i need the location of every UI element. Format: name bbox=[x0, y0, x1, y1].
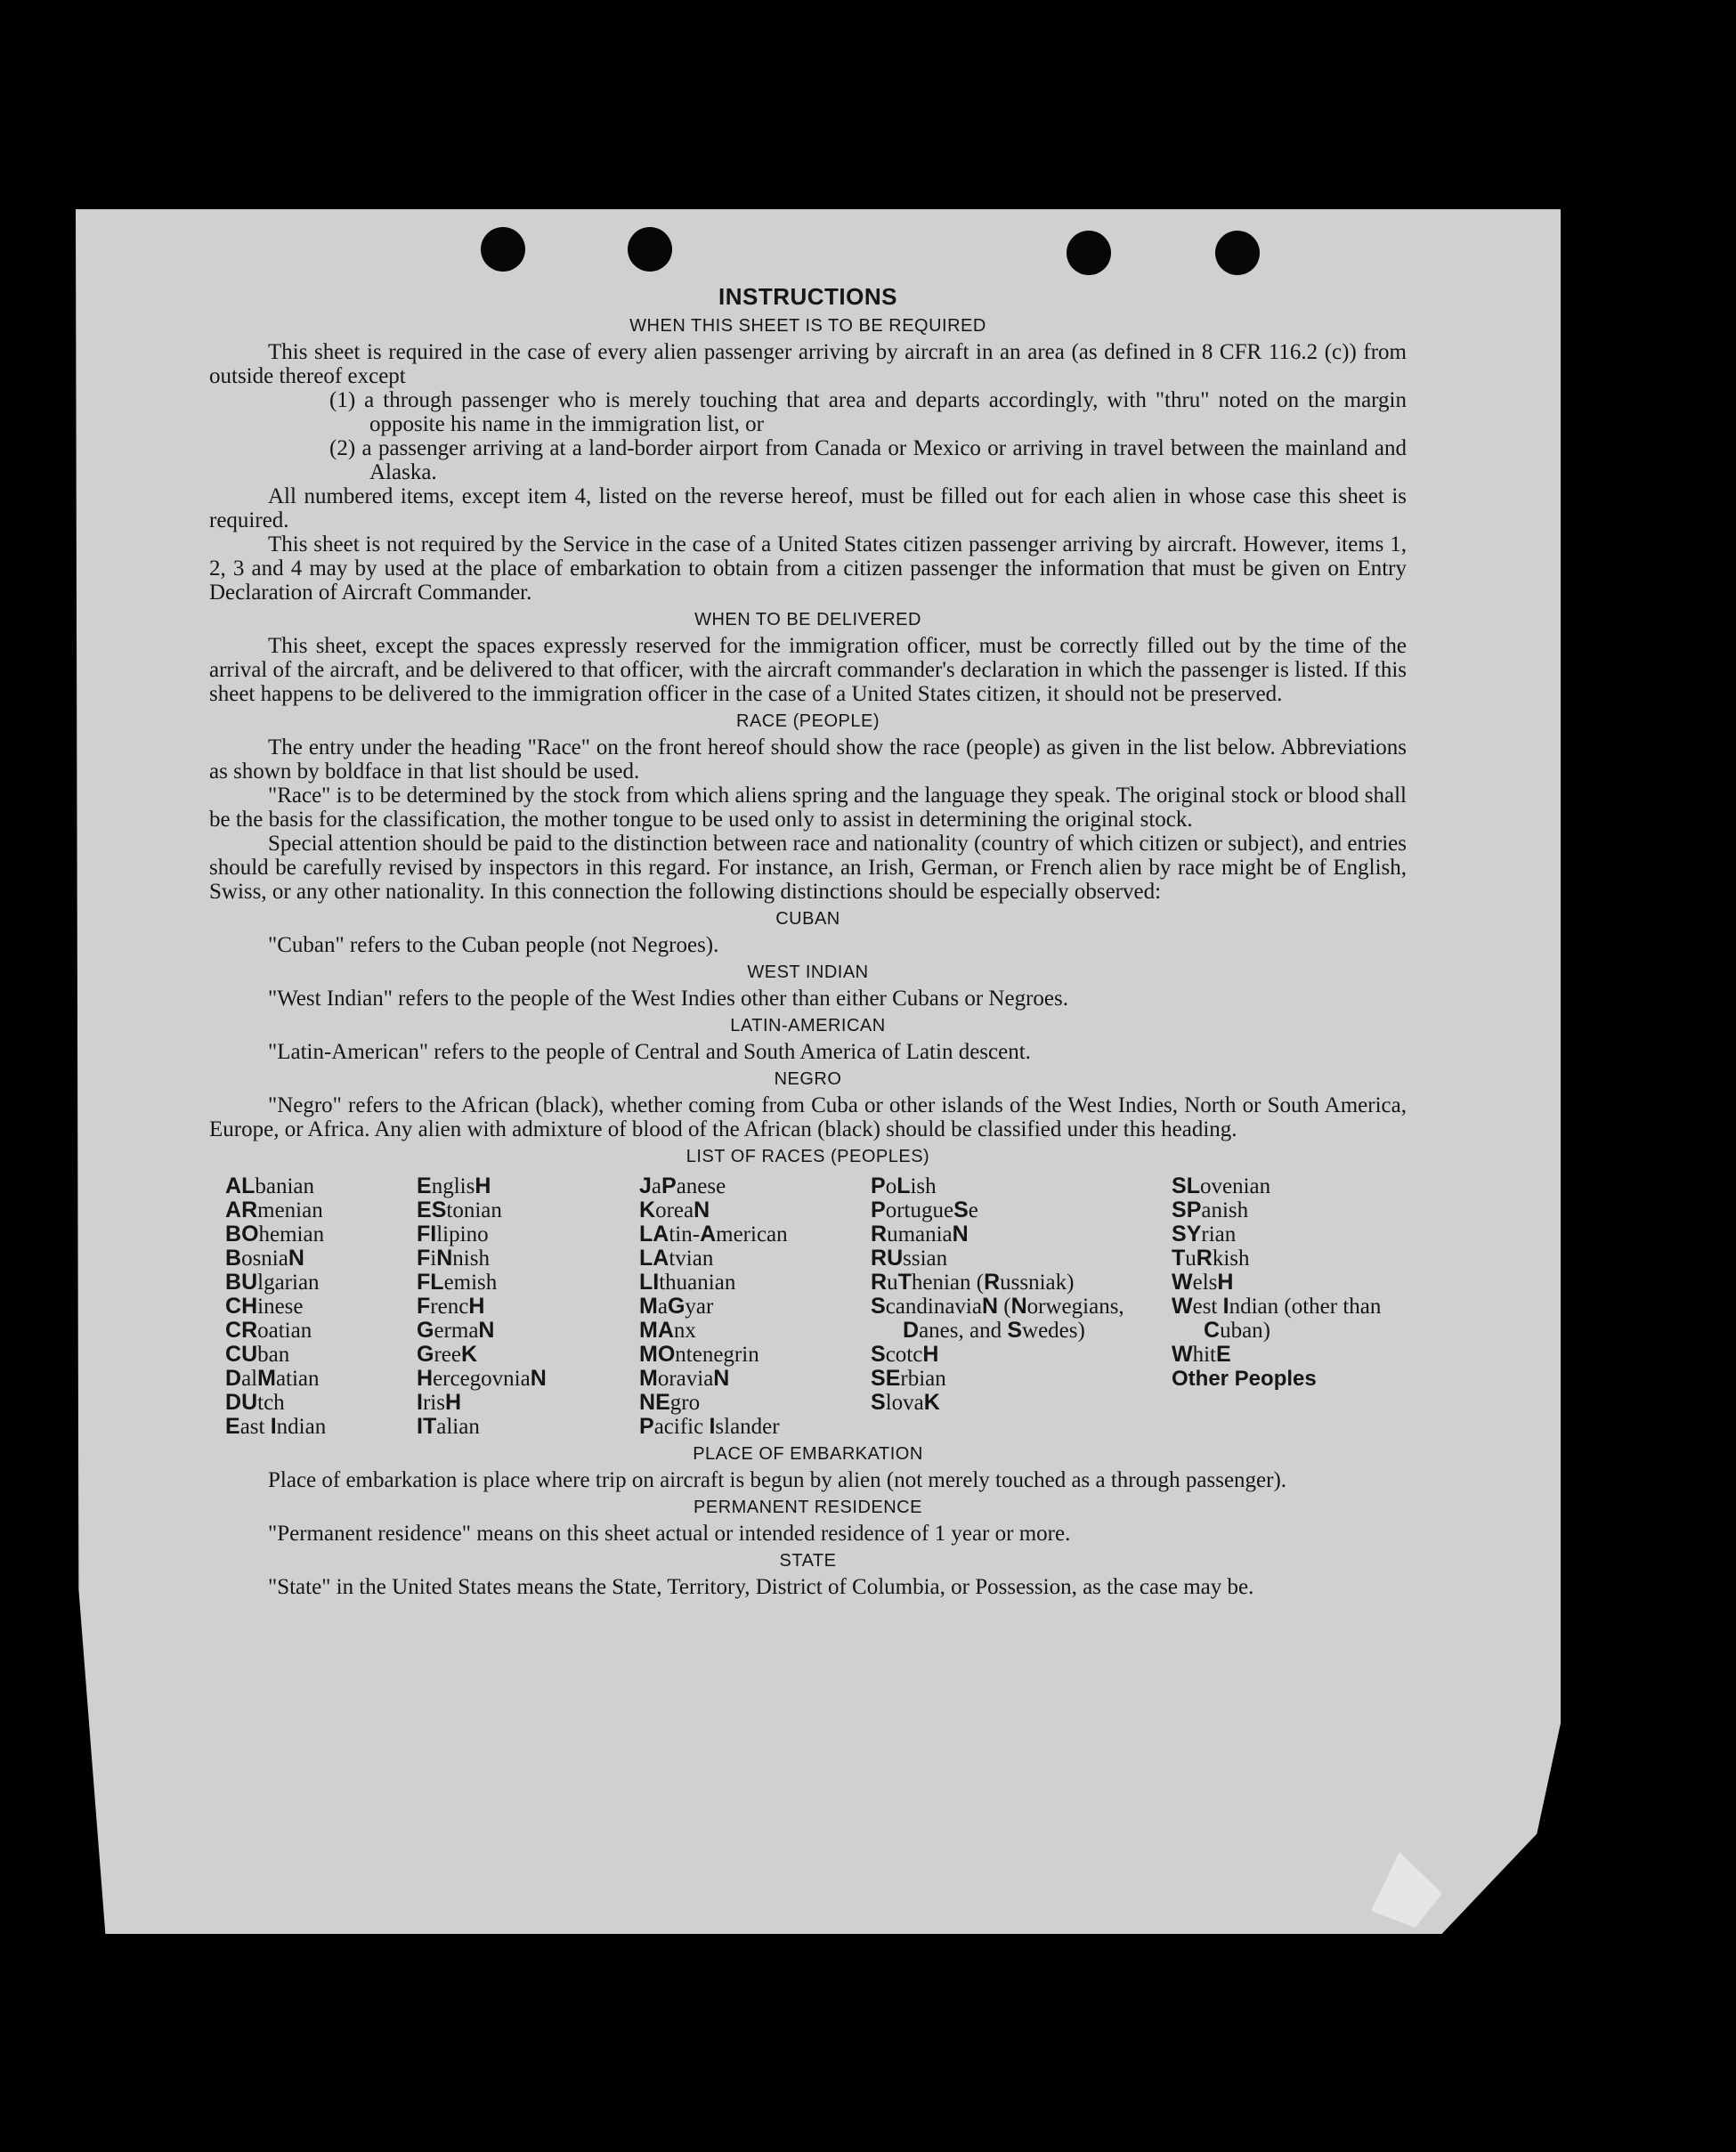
paragraph: This sheet is not required by the Service in the case of a United States citizen passenger arriving by aircraft. However, items 1, 2, 3 and 4 may by used at the place of embarkation to obtain from a citizen passenger the information that must be given on Entry Declaration of Aircraft Commander. bbox=[209, 532, 1407, 605]
race-entry: LIthuanian bbox=[639, 1270, 736, 1295]
race-entry: BosniaN bbox=[225, 1246, 304, 1271]
section-state bbox=[209, 1551, 1407, 1599]
race-entry: SPanish bbox=[1172, 1198, 1249, 1222]
section-heading: CUBAN bbox=[775, 909, 840, 929]
paragraph: "State" in the United States means the State, Territory, District of Columbia, or Possession, as the case may be. bbox=[268, 1575, 1254, 1599]
race-entry: EnglisH bbox=[417, 1173, 491, 1198]
race-entry: WhitE bbox=[1172, 1342, 1231, 1367]
race-entry: DalMatian bbox=[225, 1366, 320, 1391]
paragraph: "Latin-American" refers to the people of Central and South America of Latin descent. bbox=[268, 1040, 1031, 1064]
races-column bbox=[1172, 1174, 1423, 1439]
races-table bbox=[225, 1174, 1407, 1439]
race-entry: Pacific Islander bbox=[639, 1414, 780, 1439]
paragraph: "Negro" refers to the African (black), whether coming from Cuba or other islands of the West Indies, North or South America, Europe, or Africa. Any alien with admixture of blood of the African (black) should be classified under this heading. bbox=[209, 1093, 1407, 1141]
race-entry: FIlipino bbox=[417, 1222, 489, 1247]
race-entry: WelsH bbox=[1172, 1270, 1234, 1295]
race-entry: LAtvian bbox=[639, 1246, 714, 1271]
section-heading: NEGRO bbox=[774, 1069, 842, 1089]
race-entry: ARmenian bbox=[225, 1198, 323, 1222]
paragraph: "Race" is to be determined by the stock from which aliens spring and the language they speak. The original stock or blood shall be the basis for the classification, the mother tongue to be used only to assist in determining the original stock. bbox=[209, 784, 1407, 832]
race-entry: ALbanian bbox=[225, 1173, 314, 1198]
race-entry: MAnx bbox=[639, 1318, 696, 1343]
paragraph: "West Indian" refers to the people of the West Indies other than either Cubans or Negroes. bbox=[268, 987, 1068, 1011]
section-heading: PERMANENT RESIDENCE bbox=[694, 1498, 922, 1517]
races-column bbox=[871, 1174, 1172, 1439]
race-entry: GreeK bbox=[417, 1342, 478, 1367]
section-embarkation bbox=[209, 1444, 1407, 1492]
section-heading: PLACE OF EMBARKATION bbox=[693, 1444, 923, 1464]
section-heading: STATE bbox=[779, 1551, 837, 1571]
section-negro bbox=[209, 1069, 1407, 1141]
race-entry: TuRkish bbox=[1172, 1246, 1250, 1271]
race-entry: ScotcH bbox=[871, 1342, 939, 1367]
race-entry: MaGyar bbox=[639, 1294, 714, 1319]
race-entry: East Indian bbox=[225, 1414, 327, 1439]
race-entry: SErbian bbox=[871, 1366, 946, 1391]
race-entry: EStonian bbox=[417, 1198, 502, 1222]
race-entry: NEgro bbox=[639, 1390, 701, 1415]
race-entry: KoreaN bbox=[639, 1198, 710, 1222]
races-column bbox=[225, 1174, 417, 1439]
race-entry: JaPanese bbox=[639, 1173, 726, 1198]
race-entry: FiNnish bbox=[417, 1246, 490, 1271]
paragraph: All numbered items, except item 4, listed on the reverse hereof, must be filled out for each alien in whose case this sheet is required. bbox=[209, 484, 1407, 532]
section-delivered bbox=[209, 610, 1407, 706]
races-column bbox=[417, 1174, 639, 1439]
race-entry: MOntenegrin bbox=[639, 1342, 759, 1367]
race-entry: IrisH bbox=[417, 1390, 462, 1415]
race-entry: PoLish bbox=[871, 1173, 937, 1198]
race-entry: CRoatian bbox=[225, 1318, 312, 1343]
race-entry: ScandinaviaN (Norwegians, Danes, and Swedes) bbox=[871, 1294, 1124, 1343]
punch-hole bbox=[481, 227, 525, 272]
race-entry: GermaN bbox=[417, 1318, 495, 1343]
instructions-text bbox=[209, 283, 1407, 1599]
race-entry: RumaniaN bbox=[871, 1222, 969, 1247]
race-entry: CUban bbox=[225, 1342, 290, 1367]
paragraph: "Cuban" refers to the Cuban people (not Negroes). bbox=[268, 933, 719, 957]
race-entry: CHinese bbox=[225, 1294, 304, 1319]
exception-list bbox=[329, 388, 1407, 484]
section-required bbox=[209, 316, 1407, 605]
race-entry: SLovenian bbox=[1172, 1173, 1271, 1198]
race-entry: RuThenian (Russniak) bbox=[871, 1270, 1075, 1295]
paragraph: "Permanent residence" means on this sheet actual or intended residence of 1 year or more. bbox=[268, 1522, 1071, 1546]
paragraph: Special attention should be paid to the distinction between race and nationality (country of which citizen or subject), and entries should be carefully revised by inspectors in this regard. For instance, an Irish, German, or French alien by race might be of English, Swiss, or any other nationality. In this connection the following distinctions should be especially observed: bbox=[209, 832, 1407, 904]
punch-hole bbox=[1067, 231, 1111, 275]
race-entry: Other Peoples bbox=[1172, 1367, 1317, 1391]
section-cuban bbox=[209, 909, 1407, 957]
race-entry: BOhemian bbox=[225, 1222, 325, 1247]
section-heading: WEST INDIAN bbox=[747, 962, 869, 982]
page-title: INSTRUCTIONS bbox=[718, 283, 897, 310]
paragraph: This sheet is required in the case of every alien passenger arriving by aircraft in an area (as defined in 8 CFR 116.2 (c)) from outside thereof except bbox=[209, 340, 1407, 388]
section-heading: RACE (PEOPLE) bbox=[736, 711, 880, 731]
punch-hole bbox=[628, 227, 672, 272]
paragraph: This sheet, except the spaces expressly reserved for the immigration officer, must be correctly filled out by the time of the arrival of the aircraft, and be delivered to that officer, with the aircraft commander's declaration in which the passenger is listed. If this sheet happens to be delivered to the immigration officer in the case of a United States citizen, it should not be preserved. bbox=[209, 634, 1407, 706]
section-list-of-races bbox=[209, 1147, 1407, 1439]
races-column bbox=[639, 1174, 871, 1439]
list-item: (1) a through passenger who is merely touching that area and departs accordingly, with "thru" noted on the margin opposite his name in the immigration list, or bbox=[329, 388, 1407, 436]
section-race bbox=[209, 711, 1407, 904]
section-heading: WHEN TO BE DELIVERED bbox=[694, 610, 921, 629]
paragraph: The entry under the heading "Race" on the front hereof should show the race (people) as given in the list below. Abbreviations as shown by boldface in that list should be used. bbox=[209, 735, 1407, 784]
section-permanent-residence bbox=[209, 1498, 1407, 1546]
race-entry: FLemish bbox=[417, 1270, 498, 1295]
race-entry: SlovaK bbox=[871, 1390, 940, 1415]
section-heading: LIST OF RACES (PEOPLES) bbox=[685, 1147, 930, 1166]
list-item: (2) a passenger arriving at a land-border airport from Canada or Mexico or arriving in travel between the mainland and Alaska. bbox=[329, 436, 1407, 484]
race-entry: BUlgarian bbox=[225, 1270, 320, 1295]
race-entry: FrencH bbox=[417, 1294, 485, 1319]
race-entry: LAtin-American bbox=[639, 1222, 788, 1247]
race-entry: ITalian bbox=[417, 1414, 480, 1439]
paragraph: Place of embarkation is place where trip on aircraft is begun by alien (not merely touched as a through passenger). bbox=[268, 1468, 1287, 1492]
race-entry: DUtch bbox=[225, 1390, 285, 1415]
race-entry: West Indian (other than Cuban) bbox=[1172, 1294, 1382, 1343]
section-heading: LATIN-AMERICAN bbox=[730, 1016, 886, 1035]
race-entry: SYrian bbox=[1172, 1222, 1237, 1247]
race-entry: PortugueSe bbox=[871, 1198, 978, 1222]
section-heading: WHEN THIS SHEET IS TO BE REQUIRED bbox=[629, 316, 986, 336]
race-entry: HercegovniaN bbox=[417, 1366, 547, 1391]
punch-hole bbox=[1215, 231, 1260, 275]
section-west-indian bbox=[209, 962, 1407, 1011]
race-entry: MoraviaN bbox=[639, 1366, 730, 1391]
race-entry: RUssian bbox=[871, 1246, 948, 1271]
section-latin-american bbox=[209, 1016, 1407, 1064]
